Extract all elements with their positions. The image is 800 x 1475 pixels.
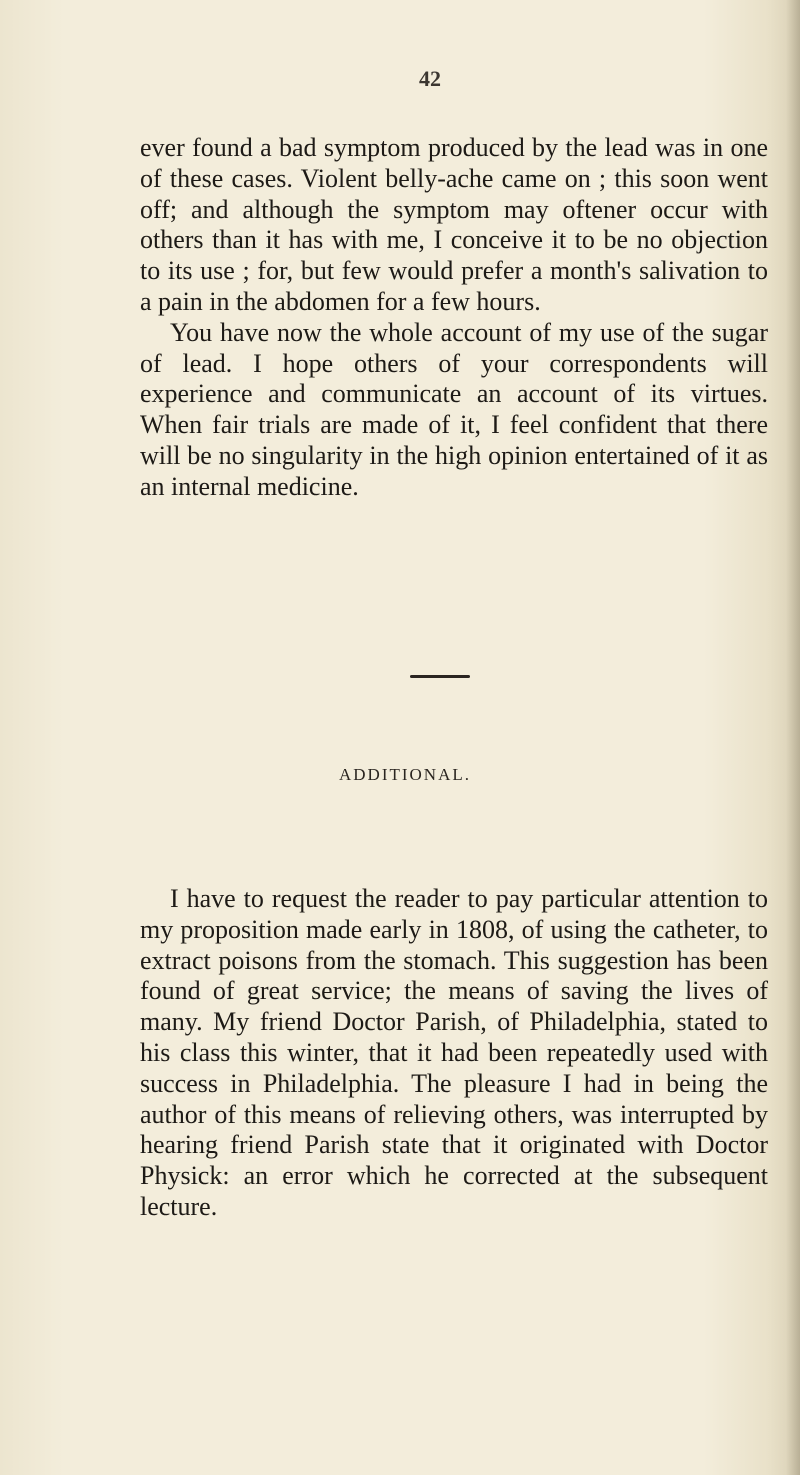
page-number: 42 (419, 66, 441, 91)
page-edge-shadow (786, 0, 800, 1475)
section-divider (410, 675, 470, 678)
additional-paragraph: I have to request the reader to pay particular attention to my proposition made early in 1808, of using the catheter, to extract poisons from the stomach. This suggestion has been found of great service; the means of saving the lives of many. My friend Doctor Parish, of Philadelphia, stated to his class this winter, that it had been repeatedly used with success in Philadelphia. The pleasure I had in being the author of this means of relieving others, was interrupted by hearing friend Parish state that it originated with Doctor Physick: an error which he corrected at the subsequent lecture. (140, 884, 768, 1221)
body-paragraph-1: ever found a bad symptom produced by the lead was in one of these cases. Violent belly-ache came on ; this soon went off; and although the symptom may oftener occur with others than it has with me, I conceive it to be no objection to its use ; for, but few would prefer a month's salivation to a pain in the abdomen for a few hours. (140, 133, 768, 316)
body-paragraph-2: You have now the whole account of my use of the sugar of lead. I hope others of your correspondents will experience and communicate an account of its virtues. When fair trials are made of it, I feel confident that there will be no singularity in the high opinion entertained of it as an internal medicine. (140, 317, 768, 501)
main-text (140, 133, 768, 503)
additional-text (140, 884, 768, 1223)
section-heading: ADDITIONAL. (338, 765, 471, 784)
